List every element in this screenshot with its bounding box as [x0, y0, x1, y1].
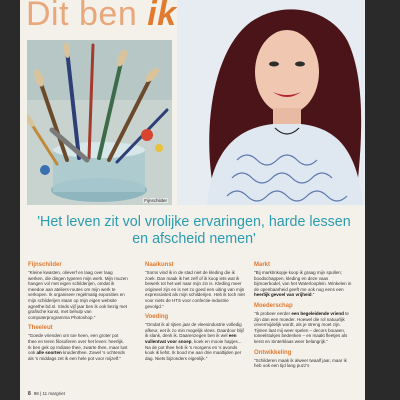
section-text: "Bij marktinkopje koop ik graag mijn spullen; boodschappen, kleding en deze vaas bijmoerbodel, van het Waterlooplein. Winkelen in de openbaarheid geeft me ook nog eens een [254, 270, 352, 292]
section-text: "Goede vrienden om toe heen, een groter pot thee en teren filosoferen over het leven: heerlijk. Ik ben gek op Indiase thee, zwarte thee, maar lust ook [28, 333, 128, 356]
section-title-ontwikkeling: Ontwikkeling [254, 349, 292, 356]
section-highlight: alle soorten [36, 350, 62, 356]
brushes-illustration [27, 40, 172, 205]
section-highlight: een begeleidende vriend [291, 310, 344, 316]
portrait-photo [177, 0, 365, 205]
page-footer [28, 391, 65, 397]
section-title-naaikunst: Naaikunst [145, 262, 174, 268]
section-text: te zijn dan een moeder. Hoewel die rol natuurlijk onvermijdelijk wordt, als je streng moet zijn. Tijmen laat mij weer spelen – decors bouwen, toneelstukjes bedenken – en maakt fleetjes als kerst en Sinterklaas weer belangrijk." [254, 310, 349, 344]
section-title-theeleut: Theeleut [28, 325, 53, 332]
section-body-moederschap [254, 311, 354, 345]
portrait-illustration [177, 0, 365, 205]
publication-name: 98 | 11 margriet [33, 391, 65, 396]
section-title-voeding: Voeding [145, 314, 169, 321]
section-body-theeleut [28, 333, 128, 361]
section-body-ontwikkeling: "Schilderen maak ik alweer twaalf jaar, maar ik heb ook een tijd lang puzz's [254, 357, 347, 369]
page-number: 8 [28, 391, 31, 397]
section-highlight: een vullentvat voor snoep [145, 333, 237, 344]
photo-caption: Fijnschilder [144, 198, 167, 203]
section-body-voeding [145, 322, 245, 361]
section-text: , koek en mooie hapjes... Na de pot thee heb ik 's morgens en 's avonds kook ik liefst. Ik bood me aan drie maaltijden per dag. Niets bijzonders eigenlijk." [145, 338, 242, 361]
page-title [26, 0, 177, 34]
section-text: ." [311, 292, 315, 298]
pull-quote: 'Het leven zit vol vrolijke ervaringen, harde lessen en afscheid nemen' [37, 214, 351, 247]
title-prefix: Dit ben [26, 0, 148, 33]
section-title-markt: Markt [254, 262, 271, 268]
column-right [254, 262, 354, 374]
section-highlight: heerlijk gevoel van vrijheid [254, 292, 312, 298]
column-left [28, 262, 128, 366]
section-title-fijnschilder: Fijnschilder [28, 262, 62, 268]
section-body-fijnschilder: "Kleine kwasten, olieverf en laag over laag werken, die dingen typeren mijn werk. Mijn muzen hangen vol met eigen schilderijen, omdat ik meedoe aan ateliers-routes om mijn werk te verkopen. Ik organiseer regelmatig exposities en mijn schilderijen staan op mijn eigen website agnethe.bd.nl. Sinds vijf jaar ben ik ook bezig met grafische kunst, met behulp van computerprogramma Photoshop." [28, 270, 128, 320]
title-accent: ik [147, 0, 177, 33]
brushes-photo [27, 40, 172, 205]
section-text: "Ik probeer eerder [254, 310, 292, 316]
column-middle [145, 262, 245, 366]
section-body-naaikunst: "Soms vind ik in de stad niet de kleding die ik zoek. Dan maak ik het zelf of ik koop iets wat ik bewerk tot het wel naar mijn zin is. Kleding meer origineel zijn en is net zo goed een uiting van mijn expressiviteit als mijn schilderijen. Heb ik toch niet voor niets de HTS voor confectie-industrie gevolgd." [145, 270, 245, 309]
section-text: kruidenthee. Zowel 's ochtends als 's middags zet ik een hele pot voor mijzelf." [28, 350, 125, 361]
magazine-page [20, 0, 365, 400]
section-text: "Omdat ik al rijtien jaar de vleesindustrie volledig afkeur, eet ik zo min mogelijk vlees. Daardoor blijf ik slank, denk ik. Daarenzegen ben ik wel [145, 322, 244, 339]
section-body-markt [254, 270, 354, 298]
section-title-moederschap: Moederschap [254, 302, 293, 309]
